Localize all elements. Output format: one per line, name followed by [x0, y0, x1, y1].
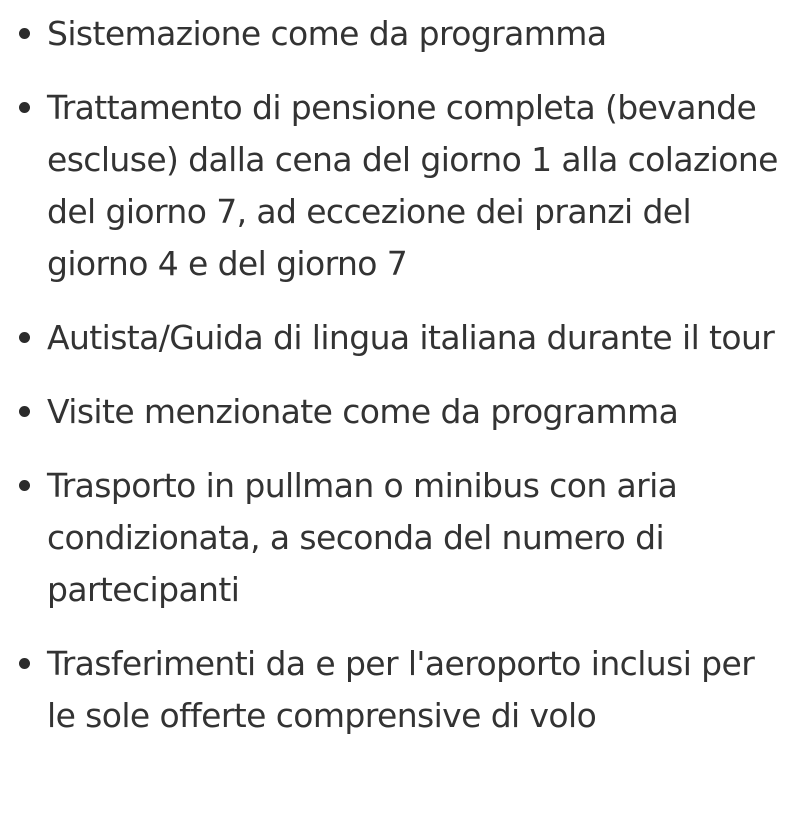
bullet-icon — [19, 406, 30, 417]
list-item-text: Trasferimenti da e per l'aeroporto inclusi per le sole offerte comprensive di volo — [47, 644, 755, 735]
list-item — [0, 8, 796, 60]
bullet-icon — [19, 28, 30, 39]
list-item-text: Trattamento di pensione completa (bevande escluse) dalla cena del giorno 1 alla colazione del giorno 7, ad eccezione dei pranzi del giorno 4 e del giorno 7 — [47, 88, 778, 283]
list-item — [0, 638, 796, 742]
list-item-text: Trasporto in pullman o minibus con aria condizionata, a seconda del numero di partecipanti — [47, 466, 678, 609]
list-item — [0, 460, 796, 616]
list-item-text: Visite menzionate come da programma — [47, 392, 679, 431]
bullet-icon — [19, 332, 30, 343]
list-item — [0, 312, 796, 364]
list-item-text: Autista/Guida di lingua italiana durante il tour — [47, 318, 775, 357]
bullet-icon — [19, 102, 30, 113]
list-item — [0, 386, 796, 438]
list-item-text: Sistemazione come da programma — [47, 14, 607, 53]
bullet-icon — [19, 480, 30, 491]
bullet-icon — [19, 658, 30, 669]
list-item — [0, 82, 796, 290]
